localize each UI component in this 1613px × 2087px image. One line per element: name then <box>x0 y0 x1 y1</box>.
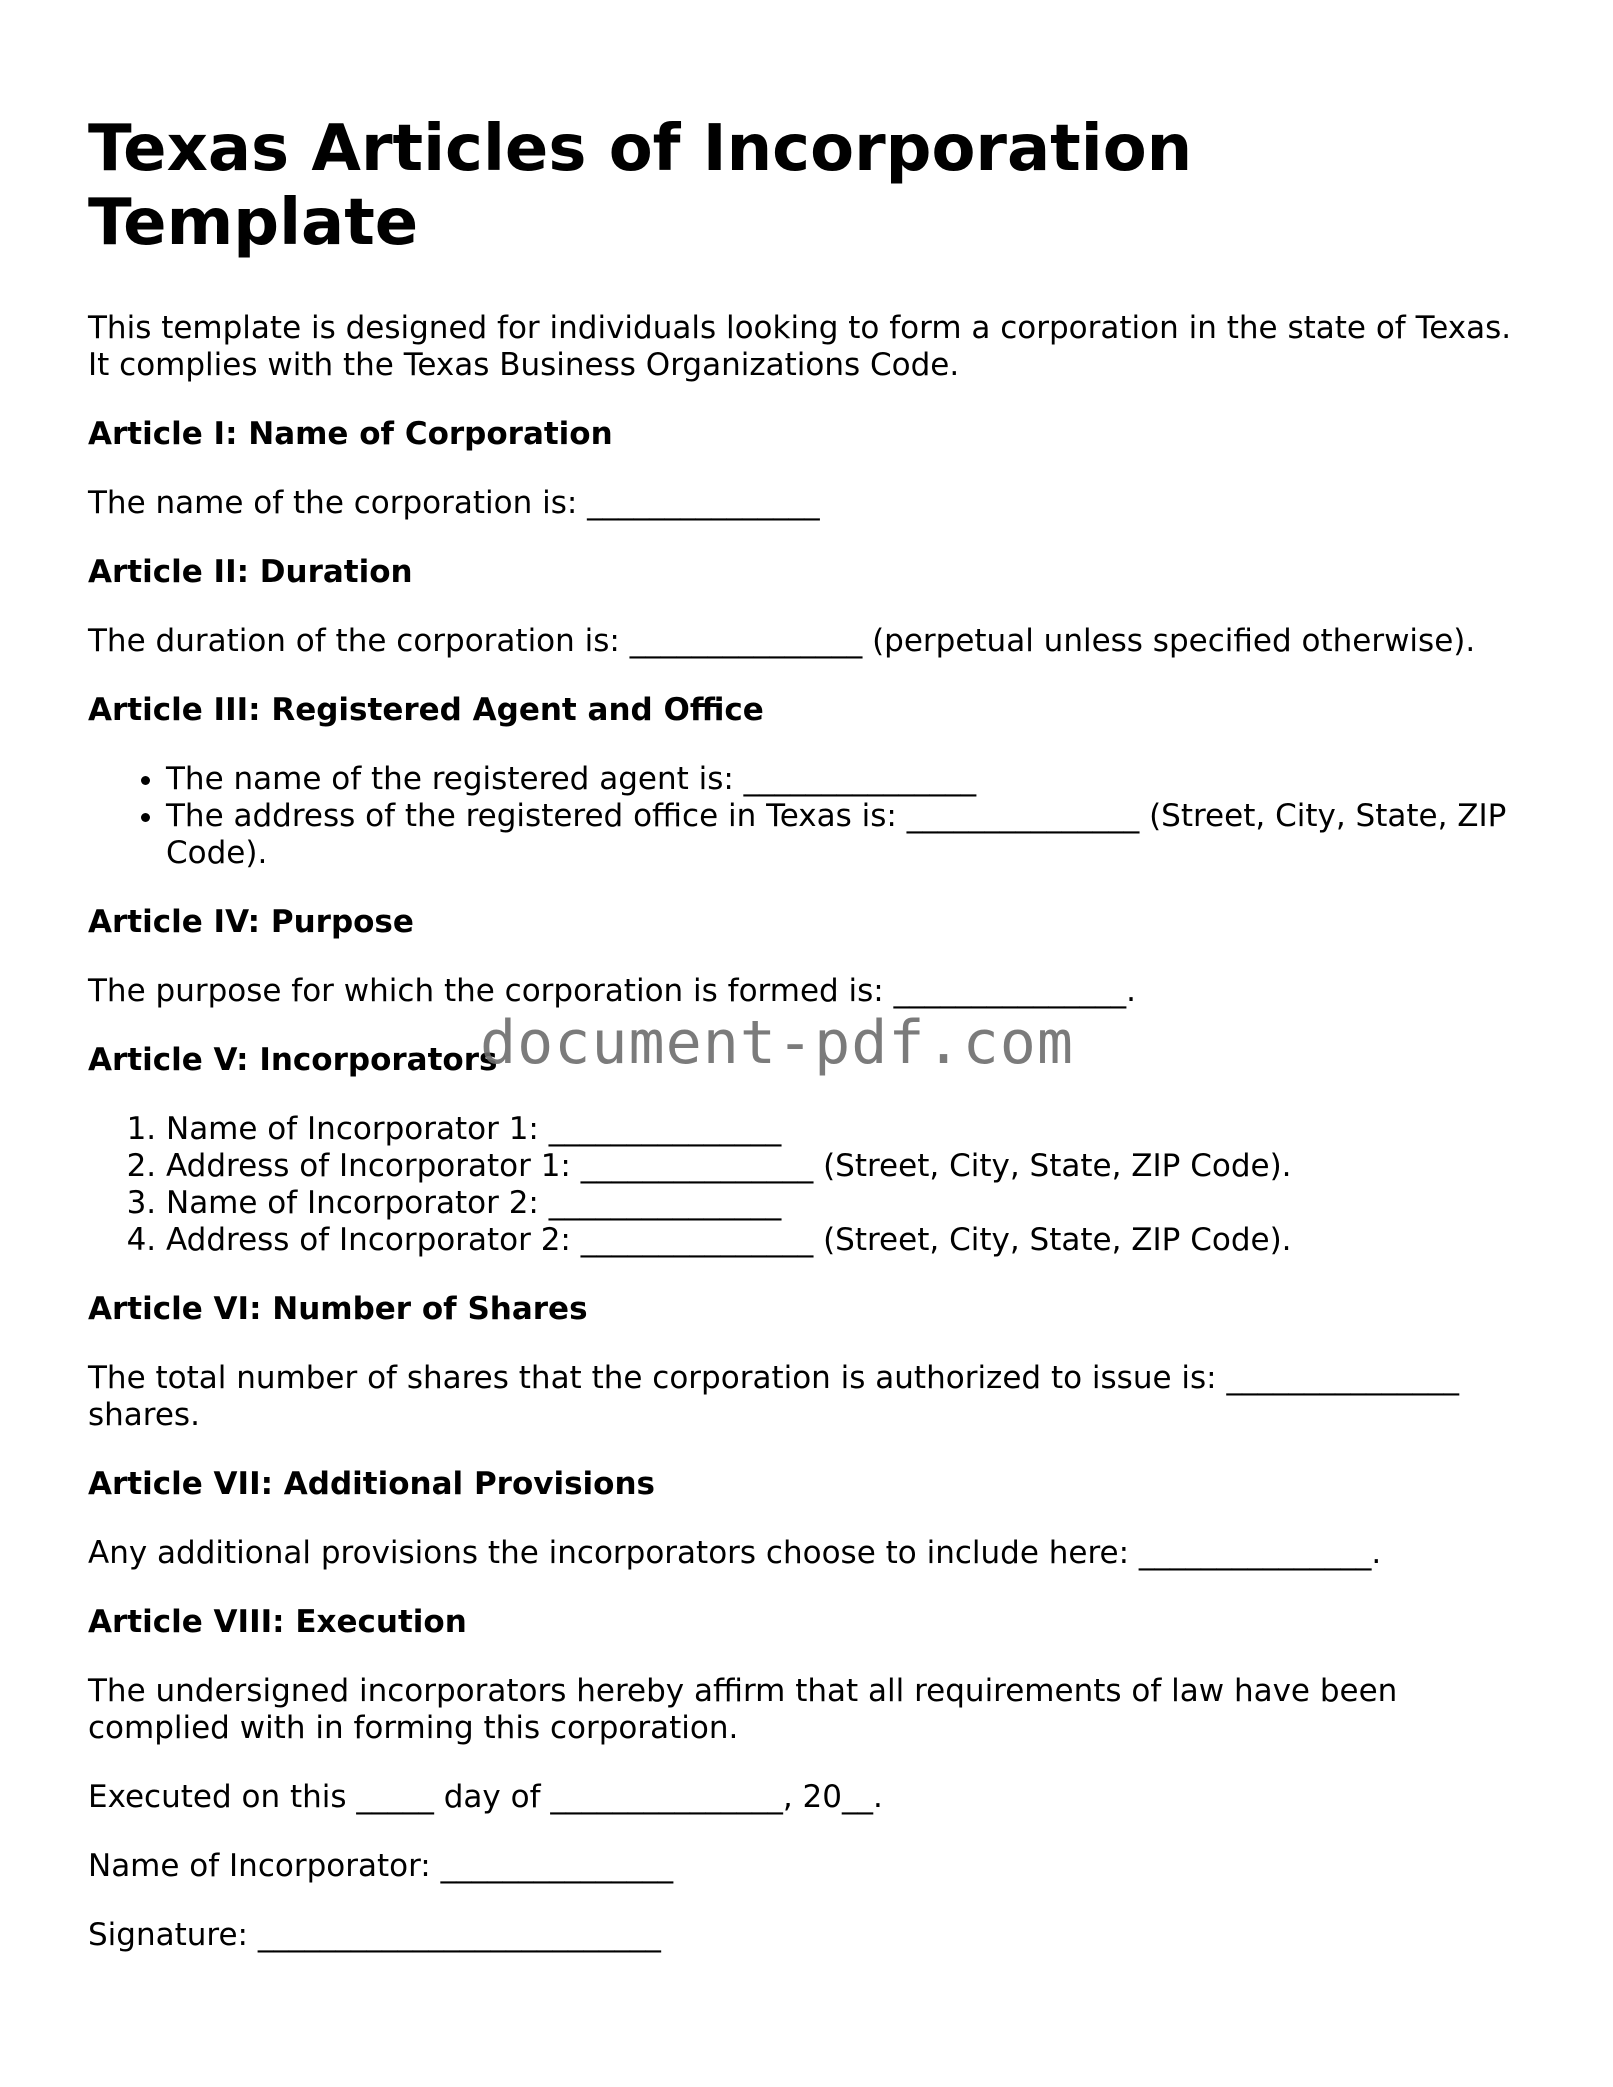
page-title: Texas Articles of Incorporation Template <box>88 112 1193 260</box>
list-item: 2. Address of Incorporator 1: _______________ (Street, City, State, ZIP Code). <box>166 1148 1528 1185</box>
executed-line: Executed on this _____ day of _______________, 20__. <box>88 1779 883 1815</box>
incorporator-name-line: Name of Incorporator: _______________ <box>88 1848 674 1884</box>
article-7-heading: Article VII: Additional Provisions <box>88 1466 655 1502</box>
article-2-text: The duration of the corporation is: _______________ (perpetual unless specified otherwise). <box>88 623 1476 659</box>
signature-line: Signature: __________________________ <box>88 1917 661 1953</box>
article-3-list <box>88 761 1528 872</box>
article-8-text: The undersigned incorporators hereby affirm that all requirements of law have been complied with in forming this corporation. <box>88 1673 1398 1746</box>
article-1-text: The name of the corporation is: _______________ <box>88 485 820 521</box>
article-4-heading: Article IV: Purpose <box>88 904 414 940</box>
article-7-text: Any additional provisions the incorporators choose to include here: _______________. <box>88 1535 1382 1571</box>
article-6-text: The total number of shares that the corporation is authorized to issue is: _______________ shares. <box>88 1360 1459 1433</box>
list-item: 1. Name of Incorporator 1: _______________ <box>166 1111 1528 1148</box>
list-item: • The address of the registered office in Texas is: _______________ (Street, City, State, ZIP Code). <box>166 798 1528 872</box>
list-item: 4. Address of Incorporator 2: _______________ (Street, City, State, ZIP Code). <box>166 1222 1528 1259</box>
list-item: • The name of the registered agent is: _______________ <box>166 761 1528 798</box>
intro-paragraph: This template is designed for individuals looking to form a corporation in the state of Texas. It complies with the Texas Business Organizations Code. <box>88 310 1512 383</box>
article-3-heading: Article III: Registered Agent and Office <box>88 692 764 728</box>
article-6-heading: Article VI: Number of Shares <box>88 1291 588 1327</box>
article-5-heading: Article V: Incorporators <box>88 1042 498 1078</box>
list-item: 3. Name of Incorporator 2: _______________ <box>166 1185 1528 1222</box>
article-8-heading: Article VIII: Execution <box>88 1604 467 1640</box>
article-4-text: The purpose for which the corporation is formed is: _______________. <box>88 973 1136 1009</box>
article-1-heading: Article I: Name of Corporation <box>88 416 613 452</box>
article-2-heading: Article II: Duration <box>88 554 413 590</box>
article-5-list <box>88 1111 1528 1259</box>
watermark: document-pdf.com <box>480 1008 1074 1078</box>
